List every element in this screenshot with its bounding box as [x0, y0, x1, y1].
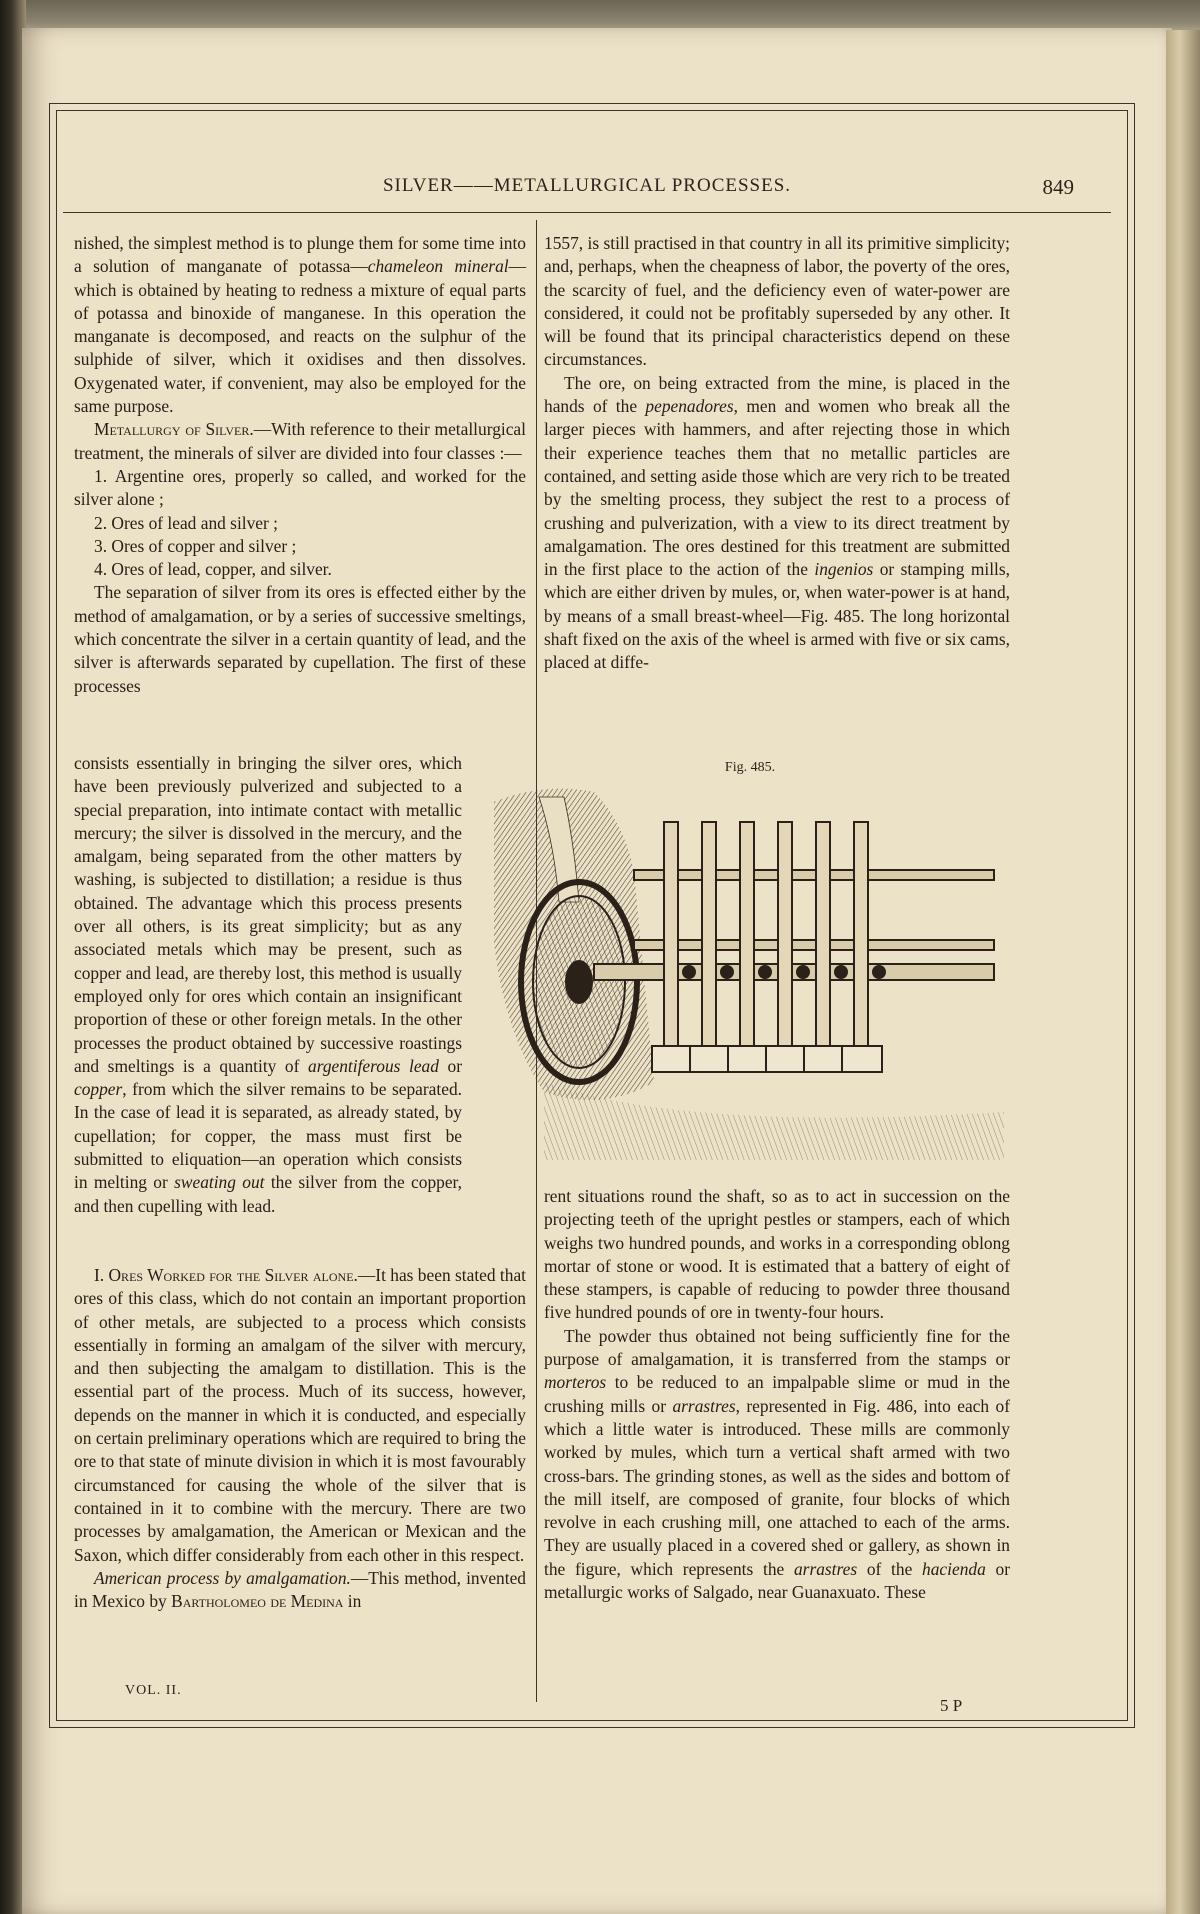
paragraph-manganate	[74, 232, 526, 418]
figure-485	[484, 760, 1016, 1160]
italic-term: chameleon mineral	[367, 256, 509, 277]
paragraph-separation: The separation of silver from its ores is effected either by the method of amalgamation, or by a series of successive smeltings, which concentrate the silver in a certain quantity of lead, and the silver is afterwards separated by cupellation. The first of these processes	[74, 582, 526, 696]
text-run: or	[438, 1055, 462, 1076]
text-run: nished, the simplest method is to plunge them for some time into a solution of manganate of potassa—	[74, 233, 526, 277]
left-column-narrow	[74, 752, 462, 1218]
text-run: , represented in Fig. 486, into each of which a little water is introduced. These mills are commonly worked by mules, which turn a vertical shaft armed with two cross-bars. The grinding stones, as well as the sides and bottom of the mill itself, are composed of granite, four blocks of which revolve in each crushing mill, one attached to each of the arms. They are usually placed in a covered shed or gallery, as shown in the figure, which represents the	[544, 1395, 1011, 1579]
paragraph-ores-silver-alone	[74, 1264, 526, 1567]
paragraph-metallurgy	[74, 418, 526, 465]
paragraph-american-process	[74, 1567, 526, 1614]
right-column-bottom	[544, 1185, 1010, 1604]
class-item-1: 1. Argentine ores, properly so called, and worked for the silver alone ;	[74, 465, 526, 510]
text-run: , men and women who break all the larger pieces with hammers, and after rejecting those in which their experience teaches them that no metallic particles are contained, and setting aside those which are very rich to be treated by the smelting process, they subject the rest to a process of crushing and pulverization, with a view to its direct treatment by amalgamation. The ores destined for this treatment are submitted in the first place to the action of the	[544, 396, 1010, 580]
italic-term: sweating out	[174, 1172, 265, 1193]
paragraph-arrastres	[544, 1325, 1010, 1605]
page-header	[60, 175, 1114, 205]
text-run: or stamping mills, which are either driven by mules, or, when water-power is at hand, by means of a small breast-wheel—Fig. 485. The long horizontal shaft fixed on the axis of the wheel is armed with five or six cams, placed at diffe-	[544, 559, 1010, 673]
running-title: SILVER——METALLURGICAL PROCESSES.	[382, 175, 792, 196]
header-rule	[63, 212, 1111, 213]
signature-mark: 5 P	[940, 1696, 963, 1715]
paragraph-stampers: rent situations round the shaft, so as to act in succession on the projecting teeth of the upright pestles or stampers, each of which weighs two hundred pounds, and works in a corresponding oblong mortar of stone or wood. It is estimated that a battery of eight of these stampers, is capable of reducing to powder three thousand five hundred pounds of ore in twenty-four hours.	[544, 1186, 1010, 1323]
text-run: the silver from the copper, and then cupelling with lead.	[74, 1172, 462, 1216]
left-column-bottom	[74, 1264, 526, 1613]
stamping-mill-engraving	[484, 782, 1016, 1160]
class-item-2: 2. Ores of lead and silver ;	[94, 512, 278, 533]
right-column-top	[544, 232, 1010, 675]
text-run: , from which the silver remains to be separated. In the case of lead it is separated, as already stated, by cupellation; for copper, the mass must first be submitted to eliquation—an operation which consists in melting or	[74, 1079, 462, 1193]
text-run: consists essentially in bringing the silver ores, which have been previously pulverized and subjected to a special preparation, into intimate contact with metallic mercury; the silver is dissolved in the mercury, and the amalgam, being separated from the other matters by washing, is subjected to distillation; a residue is thus obtained. The advantage which this process presents over all others, is its great simplicity; but as any associated metals which may be present, such as copper and lead, are thereby lost, this method is usually employed only for ores which contain an insignificant proportion of these or other foreign metals. In the other processes the product obtained by successive roastings and smeltings is a quantity of	[74, 753, 462, 1076]
italic-heading: American process by amalgamation.	[94, 1567, 351, 1588]
italic-term: copper	[74, 1079, 123, 1100]
paragraph-pepenadores	[544, 372, 1010, 675]
section-heading: Metallurgy of Silver.	[94, 419, 254, 440]
class-item-4: 4. Ores of lead, copper, and silver.	[94, 559, 332, 580]
paragraph-amalgamation	[74, 752, 462, 1218]
text-run: —This method, invented in Mexico by	[74, 1567, 526, 1612]
italic-term: arrastres	[672, 1395, 736, 1416]
inventor-name: Bartholomeo de Medina	[171, 1591, 344, 1612]
left-column-top	[74, 232, 526, 698]
italic-term: ingenios	[814, 559, 874, 580]
italic-term: argentiferous lead	[308, 1055, 439, 1076]
text-run: —which is obtained by heating to redness a mixture of equal parts of potassa and binoxide of manganese. In this operation the manganate is decomposed, and reacts on the sulphur of the sulphide of silver, which it oxidises and then dissolves. Oxygenated water, if convenient, may also be employed for the same purpose.	[74, 256, 526, 417]
text-run: —It has been stated that ores of this class, which do not contain an important proportion of other metals, are subjected to a process which consists essentially in forming an amalgam of the silver with mercury, and then subjecting the amalgam to distillation. This is the essential part of the process. Much of its success, however, depends on the manner in which it is conducted, and especially on certain preliminary operations which are required to bring the ore to that state of minute division in which it is most favourably circumstanced for causing the whole of the silver that is contained in it to combine with the mercury. There are two processes by amalgamation, the American or Mexican and the Saxon, which differ considerably from each other in this respect.	[74, 1265, 527, 1565]
volume-label: VOL. II.	[125, 1683, 182, 1698]
section-heading: I. Ores Worked for the Silver alone.	[94, 1265, 358, 1285]
text-run: of the	[857, 1558, 923, 1579]
text-run: The ore, on being extracted from the mine, is placed in the hands of the	[544, 372, 1010, 417]
page-number: 849	[1042, 175, 1074, 199]
text-run: to be reduced to an impalpable slime or mud in the crushing mills or	[544, 1372, 1010, 1416]
page-edges	[1166, 30, 1200, 1914]
italic-term: pepenadores	[645, 396, 734, 417]
class-item-3: 3. Ores of copper and silver ;	[94, 535, 297, 556]
paragraph-1557: 1557, is still practised in that country in all its primitive simplicity; and, perhaps, when the cheapness of labor, the poverty of the ores, the scarcity of fuel, and the deficiency even of water-power are considered, it could not be profitably superseded by any other. It will be found that its principal characteristics depend on these circumstances.	[544, 233, 1010, 370]
figure-caption: Fig. 485.	[724, 760, 776, 775]
text-run: or metallurgic works of Salgado, near Guanaxuato. These	[544, 1558, 1010, 1603]
text-run: The powder thus obtained not being sufficiently fine for the purpose of amalgamation, it is transferred from the stamps or	[544, 1325, 1010, 1370]
italic-term: morteros	[544, 1372, 607, 1393]
italic-term: arrastres	[793, 1558, 858, 1579]
text-run: —With reference to their metallurgical treatment, the minerals of silver are divided into four classes :—	[74, 419, 526, 463]
text-run: in	[343, 1591, 362, 1612]
italic-term: hacienda	[922, 1558, 986, 1579]
